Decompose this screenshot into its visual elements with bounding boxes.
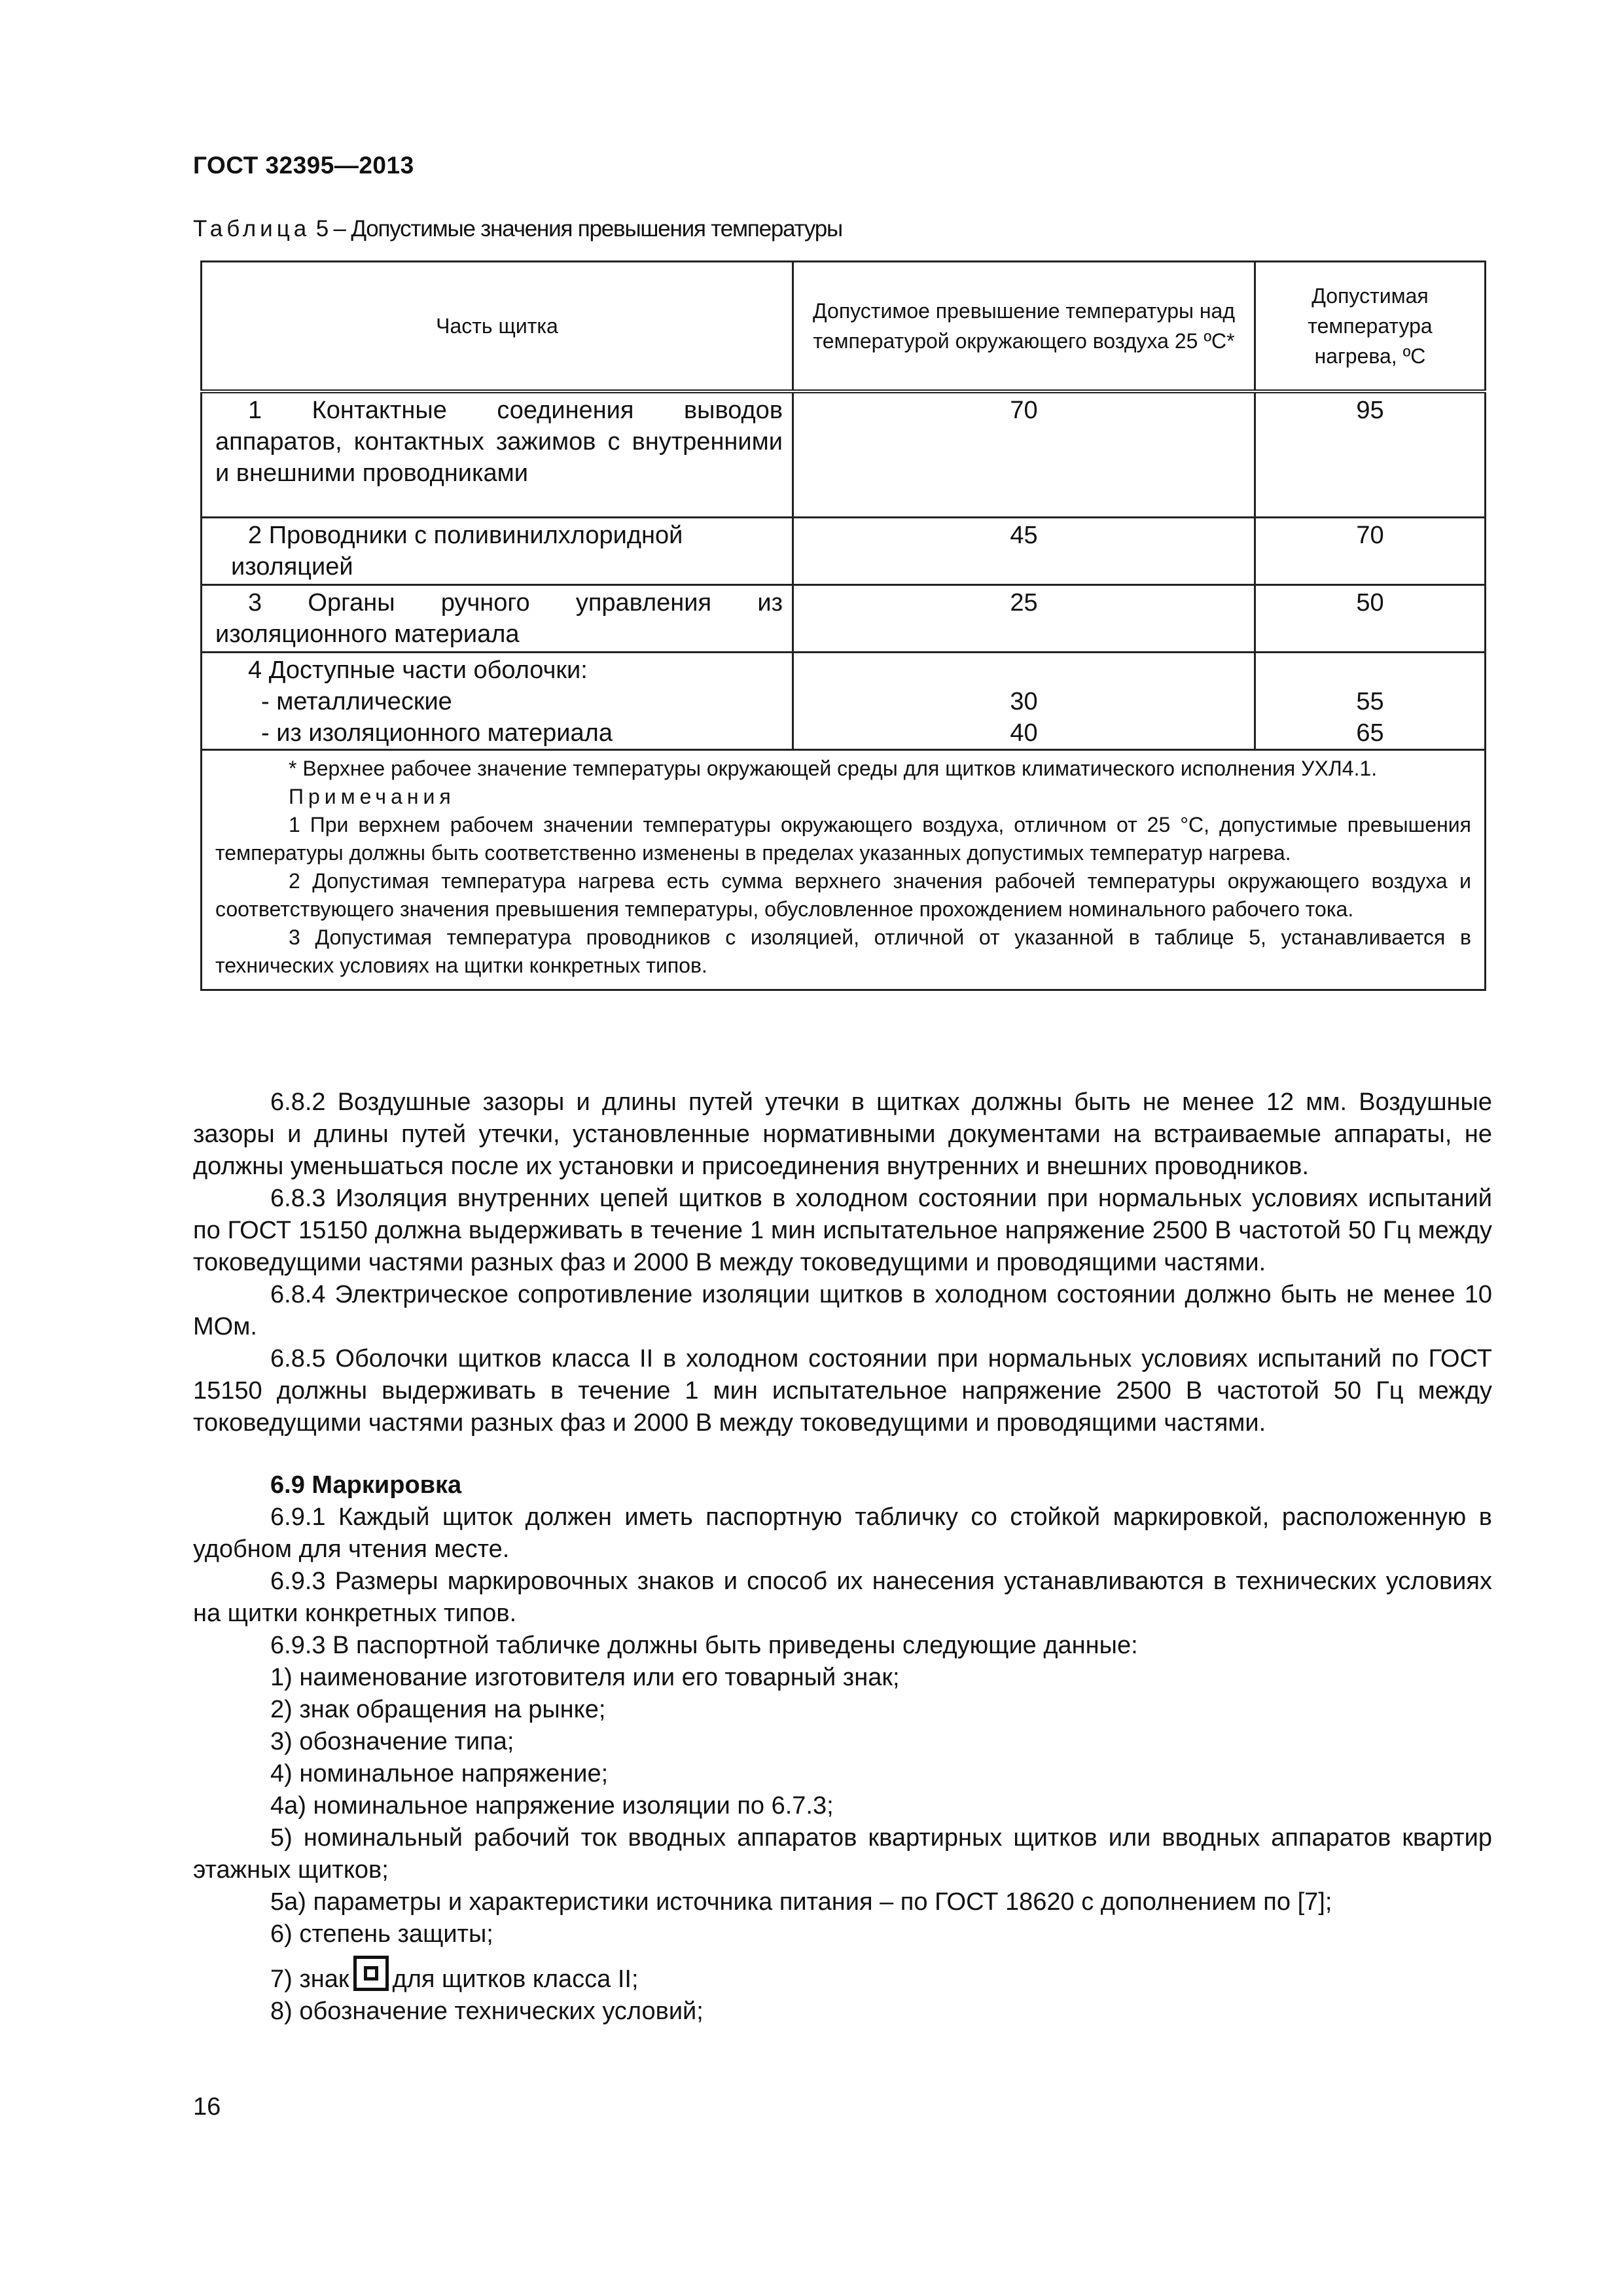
table-notes-row xyxy=(202,750,1486,990)
column-header-temp: Допустимая температура нагрева, ºС xyxy=(1255,262,1486,392)
note-1: 1 При верхнем рабочем значении температуры окружающего воздуха, отличном от 25 °С, допустимые превышения температуры должны быть соответственно изменены в пределах указанных допустимых температур нагрева. xyxy=(215,813,1471,865)
page-number: 16 xyxy=(193,2093,221,2121)
temperature-table xyxy=(200,260,1486,991)
table-cell-part: 1 Контактные соединения выводов аппаратов, контактных зажимов с внутренними и внешними проводниками xyxy=(202,391,793,518)
class-ii-double-square-icon xyxy=(353,1956,389,1991)
list-item: 5) номинальный рабочий ток вводных аппаратов квартирных щитков или вводных аппаратов квартир этажных щитков; xyxy=(193,1824,1492,1884)
paragraph-6-9-1: 6.9.1 Каждый щиток должен иметь паспортную табличку со стойкой маркировкой, расположенную в удобном для чтения месте. xyxy=(193,1503,1492,1563)
table-cell-part: 2 Проводники с поливинилхлоридной изоляцией xyxy=(202,518,793,585)
table-cell-rise: 45 xyxy=(793,518,1255,585)
table-cell-temp: 95 xyxy=(1255,391,1486,518)
notes-title: Примечания xyxy=(289,785,455,808)
paragraph-6-9-3-sizes: 6.9.3 Размеры маркировочных знаков и способ их нанесения устанавливаются в технических условиях на щитки конкретных типов. xyxy=(193,1568,1492,1627)
column-header-part: Часть щитка xyxy=(202,262,793,392)
table-footnote: * Верхнее рабочее значение температуры окружающей среды для щитков климатического исполнения УХЛ4.1. xyxy=(289,757,1378,780)
list-item: 6) степень защиты; xyxy=(270,1920,493,1948)
table-caption-title: 5 – Допустимые значения превышения температуры xyxy=(310,216,843,242)
table-cell-temp: 70 xyxy=(1255,518,1486,585)
paragraph-6-8-2: 6.8.2 Воздушные зазоры и длины путей утечки в щитках должны быть не менее 12 мм. Воздушные зазоры и длины путей утечки, установленные нормативными документами на встраиваемые аппараты, не должны уменьшаться после их установки и присоединения внутренних и внешних проводников. xyxy=(193,1088,1492,1180)
table-cell-rise: 30 40 xyxy=(793,653,1255,750)
paragraph-6-8-5: 6.8.5 Оболочки щитков класса II в холодном состоянии при нормальных условиях испытаний по ГОСТ 15150 должны выдерживать в течение 1 мин испытательное напряжение 2500 В частотой 50 Гц между токоведущими частями разных фаз и 2000 В между токоведущими и проводящими частями. xyxy=(193,1345,1492,1437)
list-item: 4а) номинальное напряжение изоляции по 6.7.3; xyxy=(270,1792,834,1820)
section-heading-6-9: 6.9 Маркировка xyxy=(270,1471,462,1499)
table-cell-rise: 70 xyxy=(793,391,1255,518)
list-item: 1) наименование изготовителя или его товарный знак; xyxy=(270,1664,900,1691)
document-header: ГОСТ 32395—2013 xyxy=(193,152,414,179)
table-cell-temp: 50 xyxy=(1255,585,1486,653)
note-3: 3 Допустимая температура проводников с изоляцией, отличной от указанной в таблице 5, устанавливается в технических условиях на щитки конкретных типов. xyxy=(215,925,1471,977)
paragraph-6-8-4: 6.8.4 Электрическое сопротивление изоляции щитков в холодном состоянии должно быть не менее 10 МОм. xyxy=(193,1281,1492,1340)
list-item: 5а) параметры и характеристики источника питания – по ГОСТ 18620 с дополнением по [7]; xyxy=(270,1888,1332,1916)
table-notes xyxy=(202,750,1486,990)
table-row xyxy=(202,585,1486,653)
table-header-row xyxy=(202,262,1486,392)
table-row xyxy=(202,653,1486,750)
list-item: 2) знак обращения на рынке; xyxy=(270,1696,606,1723)
list-item-8: 8) обозначение технических условий; xyxy=(270,1998,704,2025)
list-item-7: 7) знак для щитков класса II; xyxy=(193,1956,1492,1996)
note-2: 2 Допустимая температура нагрева есть сумма верхнего значения рабочей температуры окружающего воздуха и соответствующего значения превышения температуры, обусловленное прохождением номинального рабочего тока. xyxy=(215,869,1471,921)
table-row xyxy=(202,391,1486,518)
paragraph-6-9-3-data: 6.9.3 В паспортной табличке должны быть приведены следующие данные: xyxy=(270,1632,1138,1659)
table-caption-prefix: Таблица xyxy=(193,216,311,242)
table-cell-rise: 25 xyxy=(793,585,1255,653)
body-text xyxy=(193,1086,1492,2028)
paragraph-6-8-3: 6.8.3 Изоляция внутренних цепей щитков в холодном состоянии при нормальных условиях испытаний по ГОСТ 15150 должна выдерживать в течение 1 мин испытательное напряжение 2500 В частотой 50 Гц между токоведущими частями разных фаз и 2000 В между токоведущими и проводящими частями. xyxy=(193,1185,1492,1276)
list-item: 4) номинальное напряжение; xyxy=(270,1760,609,1787)
column-header-rise: Допустимое превышение температуры над температурой окружающего воздуха 25 ºС* xyxy=(793,262,1255,392)
list-item: 3) обозначение типа; xyxy=(270,1728,514,1755)
table-caption xyxy=(193,216,842,242)
table-row xyxy=(202,518,1486,585)
table-cell-part: 3 Органы ручного управления из изоляционного материала xyxy=(202,585,793,653)
table-cell-temp: 55 65 xyxy=(1255,653,1486,750)
table-cell-part: 4 Доступные части оболочки: - металлические - из изоляционного материала xyxy=(202,653,793,750)
